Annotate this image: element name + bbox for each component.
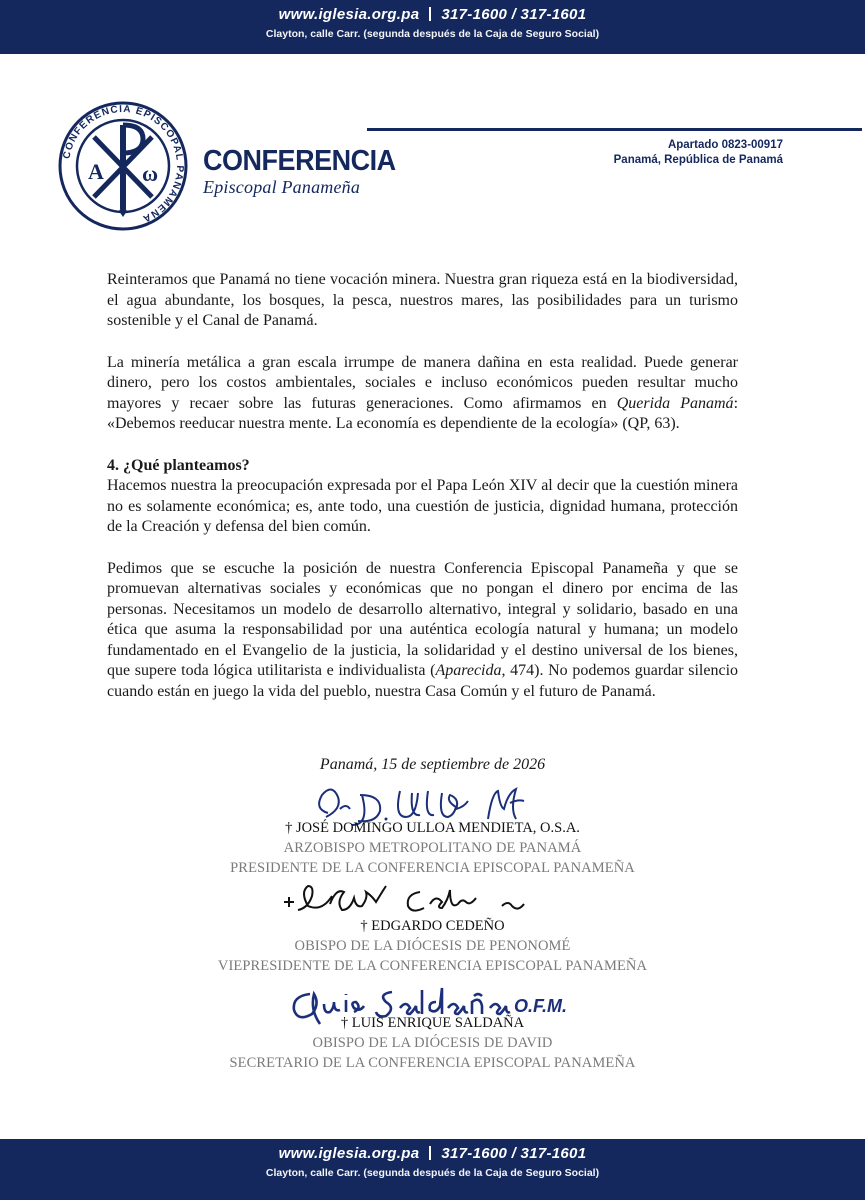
footer-band [0, 1139, 865, 1200]
signatory-3-title2: SECRETARIO DE LA CONFERENCIA EPISCOPAL PANAMEÑA [229, 1055, 636, 1071]
paragraph-3: Hacemos nuestra la preocupación expresada por el Papa León XIV al decir que la cuestión minera no es solamente económica; es, ante todo, una cuestión de justicia, dignidad humana, protección de la Creación y defensa del bien común. [107, 477, 738, 535]
signatory-3 [0, 1013, 865, 1073]
svg-text:O.F.M.: O.F.M. [514, 996, 567, 1016]
paragraph-4-text: Pedimos que se escuche la posición de nuestra Conferencia Episcopal Panameña y que se promuevan alternativas sociales y económicas que no pongan el dinero por encima de las personas. Necesitamos un modelo de desarrollo alternativo, integral y solidario, basado en una ética que asuma la responsabilidad por una auténtica ecología natural y humana; un modelo fundamentado en el Evangelio de la justicia, la solidaridad y el destino universal de los bienes, que supere toda lógica utilitarista e individualista ( [107, 559, 738, 679]
city-country: Panamá, República de Panamá [613, 154, 783, 166]
paragraph-2 [107, 353, 738, 435]
signatory-1-title1: ARZOBISPO METROPOLITANO DE PANAMÁ [283, 840, 582, 856]
svg-text:A: A [88, 159, 104, 184]
signatory-2 [0, 916, 865, 976]
signatory-1-title2: PRESIDENTE DE LA CONFERENCIA EPISCOPAL PANAMEÑA [230, 860, 635, 876]
footer-street-address: Clayton, calle Carr. (segunda después de la Caja de Seguro Social) [265, 1167, 600, 1179]
postal-address [614, 138, 783, 168]
letter-date: Panamá, 15 de septiembre de 2026 [319, 756, 546, 773]
org-name-line1: CONFERENCIA [203, 145, 396, 177]
paragraph-2-text: La minería metálica a gran escala irrumpe de manera dañina en esta realidad. Puede generar dinero, pero los costos ambientales, sociales e incluso económicos pueden resultar mucho mayores y recaer sobre las futuras generaciones. Como afirmamos en [107, 353, 738, 412]
signatory-2-title1: OBISPO DE LA DIÓCESIS DE PENONOMÉ [294, 938, 571, 954]
header-rule [367, 128, 862, 131]
phone-numbers: 317-1600 / 317-1601 [441, 6, 587, 23]
footer-phone-numbers: 317-1600 / 317-1601 [441, 1145, 587, 1162]
section-heading: 4. ¿Qué planteamos? [107, 456, 250, 474]
signatory-1-name: † JOSÉ DOMINGO ULLOA MENDIETA, O.S.A. [285, 820, 580, 836]
contact-line [0, 0, 865, 23]
citation-querida-panama: Querida Panamá [616, 394, 734, 412]
signature-cedeno [280, 880, 540, 920]
signatory-1 [0, 818, 865, 878]
org-name-line2: Episcopal Panameña [203, 177, 361, 197]
citation-aparecida: Aparecida [435, 662, 502, 679]
letter-body [107, 270, 738, 723]
svg-text:CONFERENCIA EPISCOPAL PANAMEÑA: CONFERENCIA EPISCOPAL PANAMEÑA [61, 103, 186, 225]
signatory-3-name: † LUIS ENRIQUE SALDAÑA [340, 1015, 525, 1031]
street-address: Clayton, calle Carr. (segunda después de la Caja de Seguro Social) [265, 28, 600, 40]
header-band [0, 0, 865, 54]
signatory-3-title1: OBISPO DE LA DIÓCESIS DE DAVID [312, 1035, 553, 1051]
episcopal-seal-logo [58, 101, 188, 231]
org-wordmark [203, 146, 410, 198]
signatory-2-name: † EDGARDO CEDEÑO [360, 918, 505, 934]
paragraph-4 [107, 559, 738, 703]
footer-divider [429, 1146, 431, 1160]
paragraph-1: Reinteramos que Panamá no tiene vocación minera. Nuestra gran riqueza está en la biodiversidad, el agua abundante, los bosques, la pesca, nuestros mares, las posibilidades para un turismo sostenible y el Canal de Panamá. [107, 271, 738, 329]
po-box: Apartado 0823-00917 [667, 139, 783, 151]
footer-website-link[interactable]: www.iglesia.org.pa [278, 1145, 420, 1162]
paragraph-2-quote: : «Debemos reeducar nuestra mente. La economía es dependiente de la ecología» (QP, 63). [107, 394, 739, 432]
signatory-2-title2: VIEPRESIDENTE DE LA CONFERENCIA EPISCOPAL PANAMEÑA [217, 958, 648, 974]
paragraph-4-closing: , 474). No podemos guardar silencio cuando están en juego la vida del pueblo, nuestra Casa Común y el futuro de Panamá. [107, 662, 739, 700]
svg-text:ω: ω [142, 161, 159, 186]
website-link[interactable]: www.iglesia.org.pa [278, 6, 420, 23]
divider [429, 7, 431, 21]
footer-contact-line [0, 1139, 865, 1162]
